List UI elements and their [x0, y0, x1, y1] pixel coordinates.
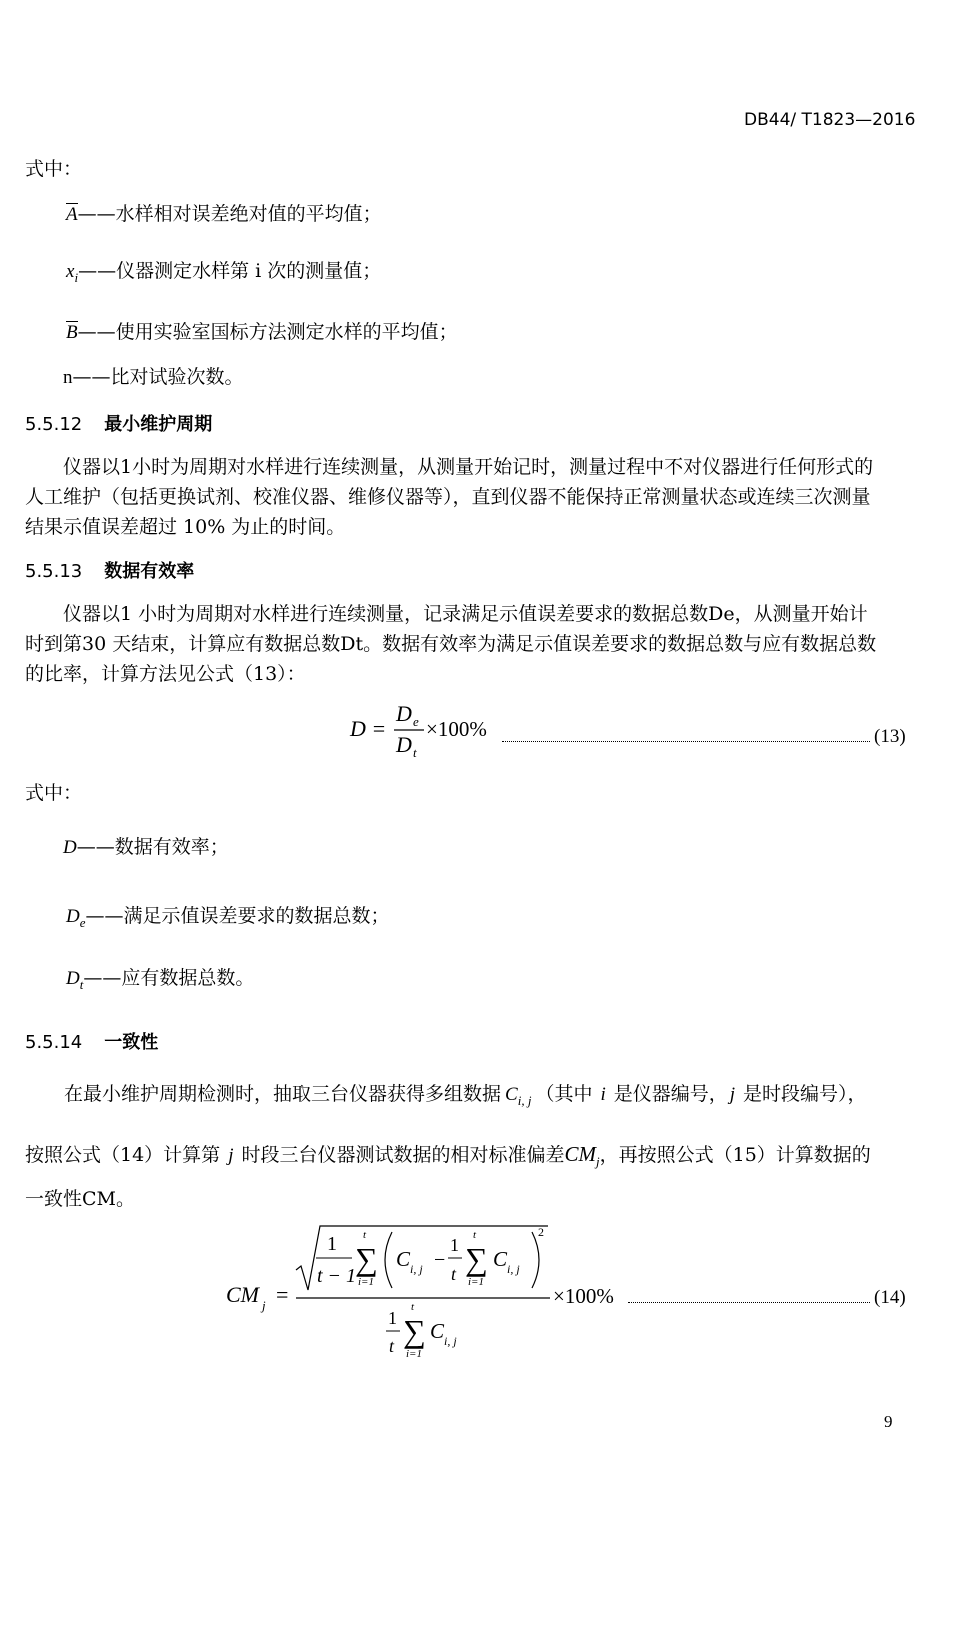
document-number: DB44/ T1823—2016 [744, 110, 916, 130]
section-number: 5.5.13 [25, 561, 83, 582]
page-number: 9 [884, 1412, 893, 1431]
formula-14 [220, 1220, 630, 1365]
definition-d-t [66, 969, 254, 994]
formula-13 [340, 696, 520, 766]
sum-bottom: i=1 [358, 1276, 374, 1288]
definition-text: ——满足示值误差要求的数据总数； [85, 905, 390, 927]
definition-x-i [66, 262, 381, 287]
section-number: 5.5.14 [25, 1032, 83, 1053]
square-exponent: 2 [538, 1225, 544, 1239]
symbol-subscript: j [595, 1154, 600, 1169]
symbol-c-sub: i, j [410, 1262, 423, 1276]
sum-bottom: i=1 [468, 1276, 484, 1288]
fraction-numerator: D [396, 701, 412, 726]
equation-number: (13) [874, 726, 906, 747]
section-title: 一致性 [104, 1032, 159, 1053]
fraction-one: 1 [450, 1235, 459, 1255]
paragraph-5-5-12 [25, 452, 917, 542]
formula-lhs: D = [350, 716, 387, 741]
definition-d-e [66, 907, 390, 932]
definition-text: ——比对试验次数。 [72, 366, 244, 388]
text-run: （其中 [535, 1083, 593, 1105]
definition-b-bar [66, 323, 458, 342]
formula-equals: = [276, 1282, 289, 1307]
fraction-numerator-sub: e [413, 714, 419, 729]
fraction-t: t [451, 1264, 457, 1284]
sum-sign: ∑ [355, 1241, 378, 1277]
paragraph-line: 结果示值误差超过 10% 为止的时间。 [25, 516, 346, 538]
symbol-c: C [396, 1247, 411, 1271]
symbol-a-bar: A [66, 204, 78, 225]
section-title: 数据有效率 [104, 561, 195, 582]
symbol-subscript: e [79, 915, 86, 930]
symbol-x: x [66, 261, 75, 282]
symbol-j: j [729, 1084, 736, 1105]
symbol-i: i [600, 1084, 606, 1105]
definition-a-bar [66, 205, 382, 224]
paragraph-line: 人工维护（包括更换试剂、校准仪器、维修仪器等），直到仪器不能保持正常测量状态或连续三次测量 [25, 486, 871, 508]
sum-top: t [411, 1301, 415, 1313]
paragraph-5-5-13 [25, 599, 917, 689]
sum-sign: ∑ [465, 1241, 488, 1277]
text-run: 在最小维护周期检测时，抽取三台仪器获得多组数据 [64, 1083, 502, 1105]
text-run: 按照公式（14）计算第 [25, 1144, 221, 1166]
where-label: 式中： [25, 158, 83, 180]
minus-sign: − [434, 1249, 446, 1271]
formula-lhs: CM [226, 1282, 259, 1307]
paragraph-line [25, 1142, 871, 1171]
sum-bottom: i=1 [406, 1348, 422, 1360]
leader-dots [502, 741, 870, 742]
definition-d [63, 838, 229, 857]
paragraph-line: 仪器以1小时为周期对水样进行连续测量，从测量开始记时，测量过程中不对仪器进行任何形式的 [63, 456, 874, 478]
sum-top: t [473, 1229, 477, 1241]
section-heading-5-5-14 [25, 1028, 158, 1054]
paragraph-line: 一致性CM。 [25, 1188, 135, 1210]
paragraph-line: 的比率，计算方法见公式（13）： [25, 663, 306, 685]
leader-dots [628, 1302, 870, 1303]
symbol-c-sub: i, j [507, 1262, 520, 1276]
symbol-d: D [66, 968, 80, 989]
right-paren [532, 1232, 539, 1288]
symbol-d: D [63, 837, 77, 858]
text-run: 时段三台仪器测试数据的相对标准偏差 [241, 1144, 565, 1166]
sum-sign: ∑ [403, 1313, 426, 1349]
symbol-subscript: t [79, 977, 84, 992]
formula-times: ×100% [426, 717, 487, 741]
definition-text: ——仪器测定水样第 i 次的测量值； [78, 260, 382, 282]
symbol-c: C [505, 1084, 518, 1105]
section-number: 5.5.12 [25, 414, 83, 435]
symbol-subscript: i, j [517, 1093, 532, 1108]
section-heading-5-5-13 [25, 557, 194, 583]
fraction-one: 1 [327, 1233, 337, 1255]
fraction-denominator: D [396, 732, 412, 757]
symbol-d: D [66, 906, 80, 927]
section-heading-5-5-12 [25, 410, 212, 436]
formula-lhs-sub: j [262, 1298, 266, 1313]
fraction-denominator-sub: t [413, 745, 417, 760]
definition-n [63, 368, 244, 387]
symbol-c: C [493, 1247, 508, 1271]
definition-text: ——应有数据总数。 [83, 967, 255, 989]
symbol-c: C [430, 1319, 445, 1343]
formula-times: ×100% [553, 1284, 614, 1308]
definition-text: ——数据有效率； [76, 836, 229, 858]
sum-top: t [363, 1229, 367, 1241]
symbol-cm: CM [564, 1142, 596, 1166]
paragraph-line [64, 1085, 867, 1110]
symbol-subscript: i [74, 270, 79, 285]
where-label: 式中： [25, 782, 83, 804]
left-paren [385, 1232, 392, 1288]
paragraph-line: 时到第30 天结束，计算应有数据总数Dt。数据有效率为满足示值误差要求的数据总数与应有数据总数 [25, 633, 877, 655]
text-run: ，再按照公式（15）计算数据的 [599, 1144, 871, 1166]
definition-text: ——使用实验室国标方法测定水样的平均值； [77, 321, 458, 343]
definition-text: ——水样相对误差绝对值的平均值； [77, 203, 382, 225]
text-run: 是仪器编号， [613, 1083, 728, 1105]
symbol-j: j [228, 1145, 234, 1166]
section-title: 最小维护周期 [104, 414, 213, 435]
fraction-one: 1 [388, 1308, 397, 1328]
equation-number: (14) [874, 1287, 906, 1308]
fraction-t: t [389, 1336, 395, 1356]
paragraph-line: 仪器以1 小时为周期对水样进行连续测量，记录满足示值误差要求的数据总数De，从测量开始计 [63, 603, 868, 625]
symbol-c-sub: i, j [444, 1334, 457, 1348]
symbol-n: n [63, 367, 73, 388]
symbol-b-bar: B [66, 322, 78, 343]
text-run: 是时段编号）， [743, 1083, 867, 1105]
fraction-t-minus-1: t − 1 [317, 1265, 357, 1287]
